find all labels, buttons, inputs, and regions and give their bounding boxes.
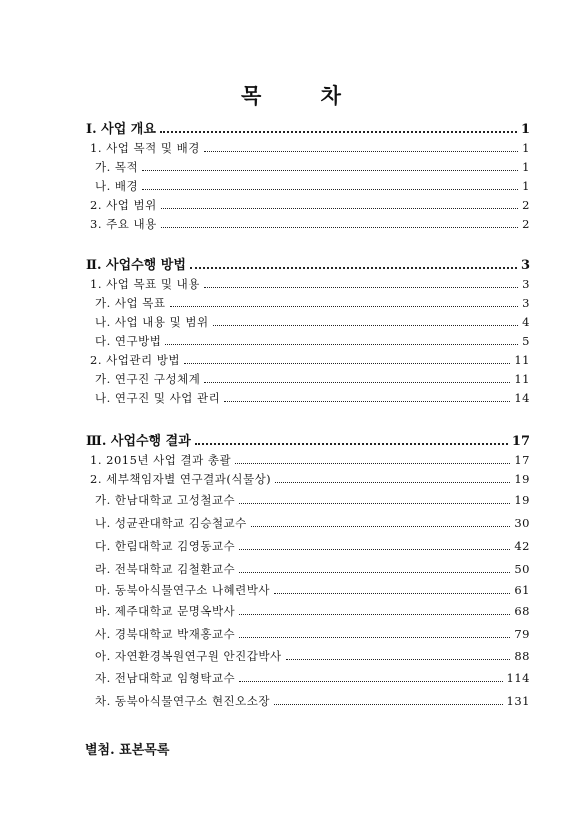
dot-leader <box>165 344 518 345</box>
dot-leader <box>161 227 518 228</box>
toc-page-number: 3 <box>522 277 530 291</box>
dot-leader <box>190 267 517 269</box>
dot-leader <box>195 443 508 445</box>
toc-chapter-label: Ⅰ. 사업 개요 <box>86 122 156 137</box>
toc-item[interactable] <box>95 492 530 508</box>
toc-item-label: 나. 사업 내용 및 범위 <box>95 315 209 329</box>
toc-item[interactable] <box>95 178 530 194</box>
toc-item[interactable] <box>95 333 530 349</box>
toc-item[interactable] <box>95 648 530 664</box>
dot-leader <box>275 482 510 483</box>
toc-item-label: 1. 2015년 사업 결과 총괄 <box>90 453 232 467</box>
toc-item[interactable] <box>90 140 530 156</box>
toc-item-label: 다. 한림대학교 김영동교수 <box>95 539 236 553</box>
dot-leader <box>239 637 510 638</box>
toc-item-label: 2. 사업 범위 <box>90 198 157 212</box>
toc-chapter-label: Ⅱ. 사업수행 방법 <box>86 258 186 273</box>
toc-item-label: 가. 연구진 구성체계 <box>95 372 201 386</box>
dot-leader <box>239 614 510 615</box>
toc-item[interactable] <box>95 159 530 175</box>
toc-item-label: 차. 동북아식물연구소 현진오소장 <box>95 694 270 708</box>
toc-page-number: 11 <box>514 353 530 367</box>
toc-page-number: 17 <box>511 434 530 449</box>
toc-page-number: 1 <box>522 179 530 193</box>
toc-page-number: 19 <box>514 493 530 507</box>
toc-item-label: 자. 전남대학교 임형탁교수 <box>95 671 236 685</box>
toc-item-label: 2. 세부책임자별 연구결과(식물상) <box>90 472 272 486</box>
toc-item[interactable] <box>95 561 530 577</box>
dot-leader <box>160 131 517 133</box>
dot-leader <box>274 593 510 594</box>
toc-item-label: 가. 사업 목표 <box>95 296 166 310</box>
dot-leader <box>184 363 510 364</box>
toc-item-label: 라. 전북대학교 김철환교수 <box>95 562 236 576</box>
toc-item-label: 1. 사업 목표 및 내용 <box>90 277 200 291</box>
toc-item[interactable] <box>90 352 530 368</box>
toc-item-label: 3. 주요 내용 <box>90 217 157 231</box>
toc-chapter-3[interactable] <box>86 430 530 449</box>
toc-page-number: 114 <box>506 671 530 685</box>
toc-page-number: 30 <box>514 516 530 530</box>
dot-leader <box>142 189 518 190</box>
dot-leader <box>274 704 503 705</box>
toc-item-label: 2. 사업관리 방법 <box>90 353 180 367</box>
toc-item-label: 나. 배경 <box>95 179 139 193</box>
toc-item[interactable] <box>95 670 530 686</box>
toc-page-number: 17 <box>514 453 530 467</box>
toc-item[interactable] <box>95 693 530 709</box>
dot-leader <box>239 503 510 504</box>
toc-page-number: 50 <box>514 562 530 576</box>
dot-leader <box>213 325 519 326</box>
toc-item[interactable] <box>95 295 530 311</box>
toc-item-label: 바. 제주대학교 문명옥박사 <box>95 604 236 618</box>
toc-item-label: 1. 사업 목적 및 배경 <box>90 141 200 155</box>
dot-leader <box>286 659 511 660</box>
toc-page-number: 1 <box>522 160 530 174</box>
toc-item[interactable] <box>95 538 530 554</box>
toc-page-number: 2 <box>522 198 530 212</box>
dot-leader <box>239 549 510 550</box>
toc-item-label: 가. 목적 <box>95 160 139 174</box>
toc-page-number: 19 <box>514 472 530 486</box>
toc-item[interactable] <box>95 371 530 387</box>
toc-item[interactable] <box>95 314 530 330</box>
dot-leader <box>142 170 518 171</box>
toc-page-number: 88 <box>514 649 530 663</box>
toc-page-number: 1 <box>520 122 530 137</box>
dot-leader <box>204 151 518 152</box>
toc-item-label: 나. 성균관대학교 김승철교수 <box>95 516 247 530</box>
toc-page-number: 4 <box>522 315 530 329</box>
dot-leader <box>204 382 510 383</box>
toc-item[interactable] <box>95 603 530 619</box>
toc-page-number: 14 <box>514 391 530 405</box>
page-title: 목 차 <box>241 83 367 108</box>
toc-item[interactable] <box>90 276 530 292</box>
toc-page-number: 1 <box>522 141 530 155</box>
toc-item-label: 가. 한남대학교 고성철교수 <box>95 493 236 507</box>
dot-leader <box>161 208 518 209</box>
dot-leader <box>251 526 511 527</box>
toc-item[interactable] <box>90 197 530 213</box>
toc-page-number: 5 <box>522 334 530 348</box>
appendix-heading[interactable]: 별첨. 표본목록 <box>85 743 170 758</box>
toc-item[interactable] <box>95 582 530 598</box>
toc-chapter-1[interactable] <box>86 118 530 137</box>
toc-page-number: 3 <box>522 296 530 310</box>
toc-page-number: 11 <box>514 372 530 386</box>
dot-leader <box>204 287 518 288</box>
toc-item[interactable] <box>95 626 530 642</box>
toc-page-number: 131 <box>506 694 530 708</box>
toc-item-label: 아. 자연환경복원연구원 안진갑박사 <box>95 649 282 663</box>
toc-item[interactable] <box>90 471 530 487</box>
dot-leader <box>224 401 510 402</box>
toc-item[interactable] <box>95 515 530 531</box>
toc-item-label: 나. 연구진 및 사업 관리 <box>95 391 221 405</box>
dot-leader <box>239 572 510 573</box>
toc-item[interactable] <box>90 452 530 468</box>
toc-page-number: 79 <box>514 627 530 641</box>
dot-leader <box>239 681 502 682</box>
toc-page-number: 2 <box>522 217 530 231</box>
toc-chapter-label: Ⅲ. 사업수행 결과 <box>86 434 191 449</box>
dot-leader <box>170 306 519 307</box>
toc-chapter-2[interactable] <box>86 254 530 273</box>
toc-item-label: 사. 경북대학교 박재홍교수 <box>95 627 236 641</box>
toc-page-number: 68 <box>514 604 530 618</box>
toc-page-number: 61 <box>514 583 530 597</box>
toc-page-number: 3 <box>520 258 530 273</box>
toc-item[interactable] <box>90 216 530 232</box>
toc-page-number: 42 <box>514 539 530 553</box>
toc-item[interactable] <box>95 390 530 406</box>
toc-item-label: 마. 동북아식물연구소 나혜련박사 <box>95 583 270 597</box>
dot-leader <box>235 463 510 464</box>
toc-item-label: 다. 연구방법 <box>95 334 162 348</box>
